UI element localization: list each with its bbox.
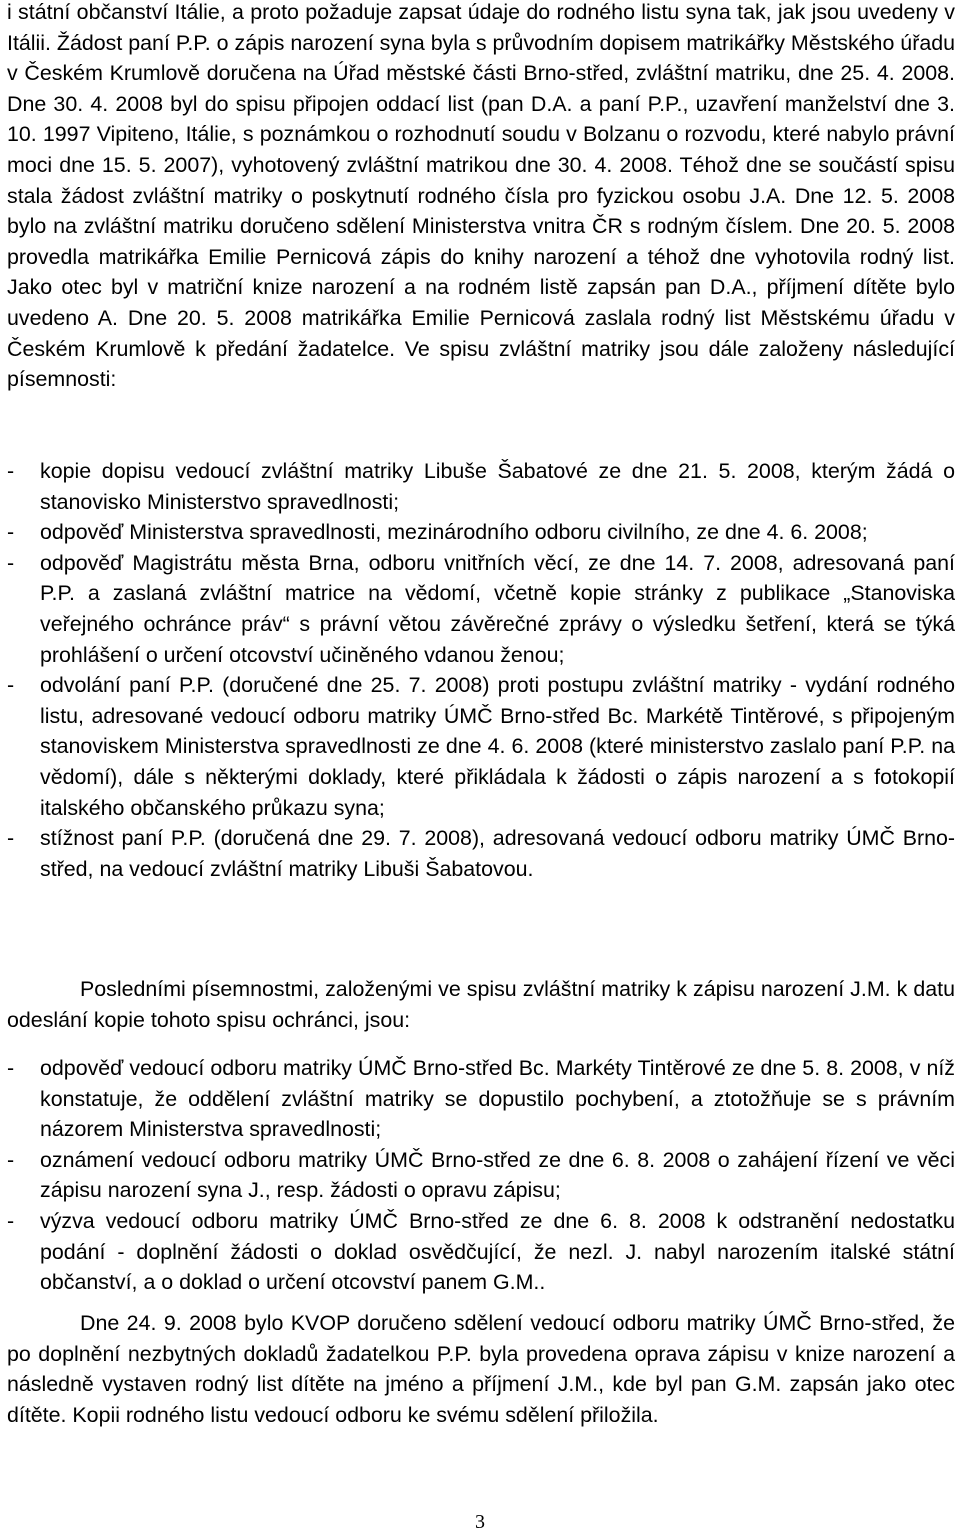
list-item-text: výzva vedoucí odboru matriky ÚMČ Brno-střed ze dne 6. 8. 2008 k odstranění nedostatku podání - doplnění žádosti o doklad osvědčující, že nezl. J. nabyl narozením italské státní občanství, a o doklad o určení otcovství panem G.M..	[40, 1208, 955, 1295]
document-list	[7, 456, 955, 884]
list-dash: -	[7, 826, 15, 851]
list-item	[7, 517, 955, 548]
list-item-text: kopie dopisu vedoucí zvláštní matriky Libuše Šabatové ze dne 21. 5. 2008, kterým žádá o stanovisko Ministerstvo spravedlnosti;	[40, 459, 955, 514]
list-item-text: oznámení vedoucí odboru matriky ÚMČ Brno-střed ze dne 6. 8. 2008 o zahájení řízení ve věci zápisu narození syna J., resp. žádosti o opravu zápisu;	[40, 1147, 955, 1203]
document-list	[7, 1053, 955, 1298]
list-item	[7, 1053, 955, 1145]
page-number: 3	[475, 1511, 485, 1533]
list-dash: -	[7, 1208, 15, 1233]
list-item-text: odpověď Ministerstva spravedlnosti, mezinárodního odboru civilního, ze dne 4. 6. 2008;	[40, 520, 868, 545]
text-section-3	[7, 1308, 955, 1430]
list-item-text: odpověď vedoucí odboru matriky ÚMČ Brno-střed Bc. Markéty Tintěrové ze dne 5. 8. 2008, v níž konstatuje, že oddělení zvláštní matriky se dopustilo pochybení, a ztotožňuje se s právním názorem Ministerstva spravedlnosti;	[40, 1056, 955, 1142]
list-dash: -	[7, 459, 15, 483]
list-item	[7, 670, 955, 823]
text-section-1	[7, 0, 955, 395]
list-section-2	[7, 1053, 955, 1298]
paragraph: Posledními písemnostmi, založenými ve spisu zvláštní matriky k zápisu narození J.M. k datu odeslání kopie tohoto spisu ochránci, jsou:	[7, 977, 955, 1032]
list-dash: -	[7, 520, 15, 545]
paragraph: i státní občanství Itálie, a proto požaduje zapsat údaje do rodného listu syna tak, jak jsou uvedeny v Itálii. Žádost paní P.P. o zápis narození syna byla s průvodním dopisem matrikářky Městského úřadu v Českém Krumlově doručena na Úřad městské části Brno-střed, zvláštní matriku, dne 25. 4. 2008. Dne 30. 4. 2008 byl do spisu připojen oddací list (pan D.A. a paní P.P., uzavření manželství dne 3. 10. 1997 Vipiteno, Itálie, s poznámkou o rozhodnutí soudu v Bolzanu o rozvodu, které nabylo právní moci dne 15. 5. 2007), vyhotovený zvláštní matrikou dne 30. 4. 2008. Téhož dne se součástí spisu stala žádost zvláštní matriky o poskytnutí rodného čísla pro fyzickou osobu J.A. Dne 12. 5. 2008 bylo na zvláštní matriku doručeno sdělení Ministerstva vnitra ČR s rodným číslem. Dne 20. 5. 2008 provedla matrikářka Emilie Pernicová zápis do knihy narození a téhož dne vyhotovila rodný list. Jako otec byl v matriční knize narození a na rodném listě zapsán pan D.A., příjmení dítěte bylo uvedeno A. Dne 20. 5. 2008 matrikářka Emilie Pernicová zaslala rodný list Městskému úřadu v Českém Krumlově k předání žadatelce. Ve spisu zvláštní matriky jsou dále založeny následující písemnosti:	[7, 0, 956, 392]
list-dash: -	[7, 673, 15, 698]
list-section-1	[7, 456, 955, 884]
list-dash: -	[7, 550, 15, 575]
list-item	[7, 548, 955, 670]
text-section-2	[7, 974, 955, 1035]
list-dash: -	[7, 1147, 15, 1172]
list-item	[7, 456, 955, 517]
list-item	[7, 1145, 955, 1206]
list-item-text: odvolání paní P.P. (doručené dne 25. 7. 2008) proti postupu zvláštní matriky - vydání rodného listu, adresované vedoucí odboru matriky ÚMČ Brno-střed Bc. Markétě Tintěrové, s připojeným stanoviskem Ministerstva spravedlnosti ze dne 4. 6. 2008 (které ministerstvo zaslalo paní P.P. na vědomí), dále s některými doklady, které přikládala k žádosti o zápis narození a s fotokopií italského občanského průkazu syna;	[40, 673, 955, 820]
list-item-text: odpověď Magistrátu města Brna, odboru vnitřních věcí, ze dne 14. 7. 2008, adresovaná paní P.P. a zaslaná zvláštní matrice na vědomí, včetně kopie stránky z publikace „Stanoviska veřejného ochránce práv“ s právní větou závěrečné zprávy o výsledku šetření, která se týká prohlášení o určení otcovství učiněného vdanou ženou;	[40, 550, 955, 667]
paragraph: Dne 24. 9. 2008 bylo KVOP doručeno sdělení vedoucí odboru matriky ÚMČ Brno-střed, že po doplnění nezbytných dokladů žadatelkou P.P. byla provedena oprava zápisu v knize narození a následně vystaven rodný list dítěte na jméno a příjmení J.M., kde byl pan G.M. zapsán jako otec dítěte. Kopii rodného listu vedoucí odboru ke svému sdělení přiložila.	[7, 1311, 955, 1427]
list-item	[7, 1206, 955, 1298]
list-item	[7, 823, 955, 884]
list-dash: -	[7, 1056, 15, 1080]
list-item-text: stížnost paní P.P. (doručená dne 29. 7. 2008), adresovaná vedoucí odboru matriky ÚMČ Brno-střed, na vedoucí zvláštní matriky Libuši Šabatovou.	[40, 826, 955, 881]
